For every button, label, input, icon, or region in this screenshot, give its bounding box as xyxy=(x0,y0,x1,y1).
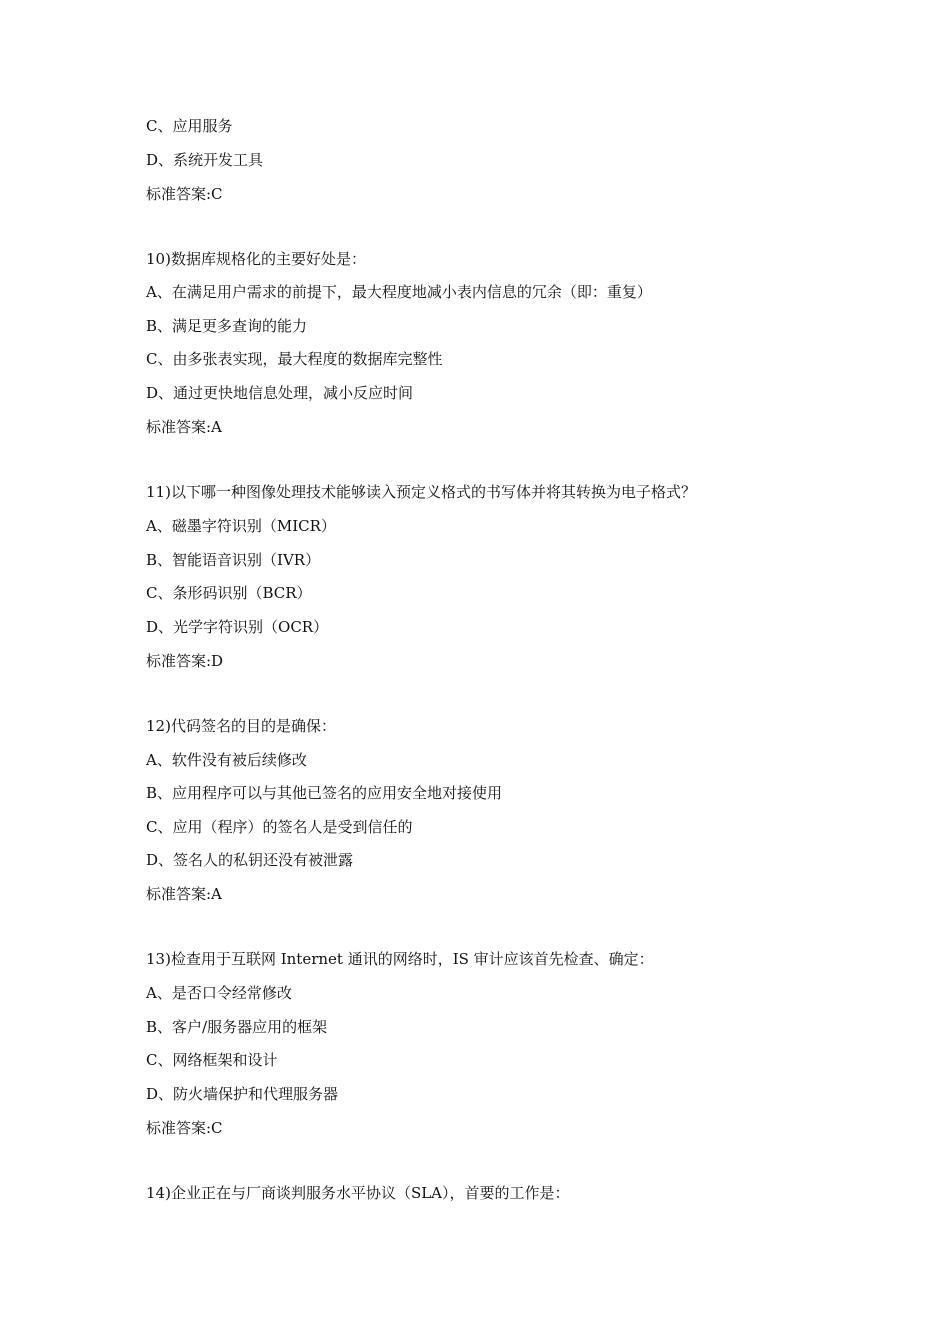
option-b: B、客户/服务器应用的框架 xyxy=(146,1018,328,1036)
option-b: B、智能语音识别（IVR） xyxy=(146,551,321,569)
option-c: C、网络框架和设计 xyxy=(146,1051,278,1069)
question-text: 11)以下哪一种图像处理技术能够读入预定义格式的书写体并将其转换为电子格式？ xyxy=(146,483,696,501)
option-c: C、应用服务 xyxy=(146,117,233,135)
answer-label: 标准答案:D xyxy=(146,652,224,670)
option-a: A、软件没有被后续修改 xyxy=(146,751,307,769)
answer-label: 标准答案:A xyxy=(146,418,222,436)
option-c: C、由多张表实现，最大程度的数据库完整性 xyxy=(146,350,443,368)
option-c: C、条形码识别（BCR） xyxy=(146,584,312,602)
option-d: D、通过更快地信息处理，减小反应时间 xyxy=(146,384,414,402)
option-b: B、满足更多查询的能力 xyxy=(146,317,308,335)
option-b: B、应用程序可以与其他已签名的应用安全地对接使用 xyxy=(146,784,503,802)
answer-label: 标准答案:C xyxy=(146,185,223,203)
question-text: 12)代码签名的目的是确保： xyxy=(146,717,336,735)
question-text: 10)数据库规格化的主要好处是： xyxy=(146,250,366,268)
question-text: 13)检查用于互联网 Internet 通讯的网络时，IS 审计应该首先检查、确定： xyxy=(146,950,654,968)
option-c: C、应用（程序）的签名人是受到信任的 xyxy=(146,818,413,836)
option-d: D、签名人的私钥还没有被泄露 xyxy=(146,851,354,869)
option-d: D、系统开发工具 xyxy=(146,151,264,169)
option-d: D、防火墙保护和代理服务器 xyxy=(146,1085,339,1103)
option-a: A、磁墨字符识别（MICR） xyxy=(146,517,336,535)
answer-label: 标准答案:C xyxy=(146,1119,223,1137)
answer-label: 标准答案:A xyxy=(146,885,222,903)
question-text: 14)企业正在与厂商谈判服务水平协议（SLA），首要的工作是： xyxy=(146,1184,570,1202)
option-d: D、光学字符识别（OCR） xyxy=(146,618,329,636)
option-a: A、在满足用户需求的前提下，最大程度地减小表内信息的冗余（即：重复） xyxy=(146,283,652,301)
option-a: A、是否口令经常修改 xyxy=(146,984,292,1002)
